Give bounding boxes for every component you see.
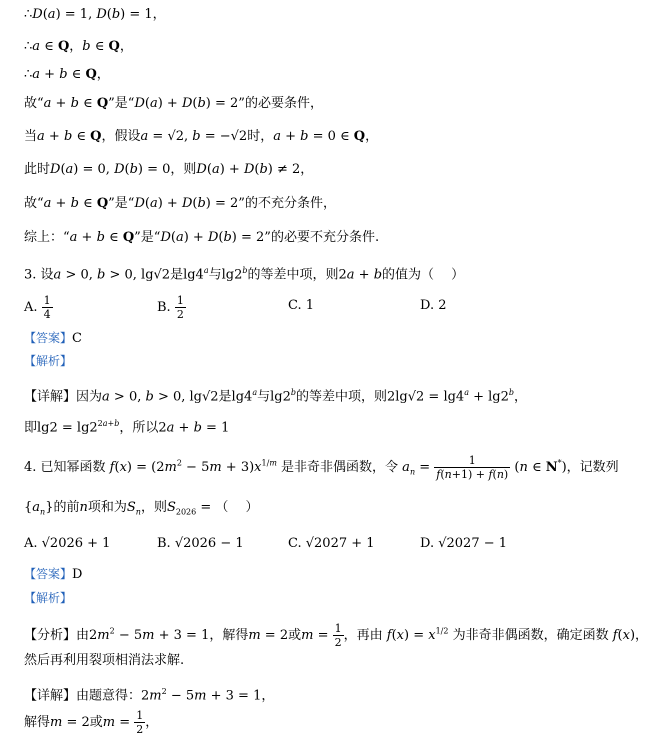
q4-stem-line-2: $\{a_n\}$的前n项和为$S_n$，则$S_{2026}$ = （ ） bbox=[24, 500, 259, 517]
q3-option-d: D. 2 bbox=[420, 298, 447, 313]
q3-analysis-tag: 【解析】 bbox=[24, 354, 73, 368]
q4-answer-tag: 【答案】 bbox=[24, 567, 73, 581]
q4-fenxi-half: $\frac{1}{2}$ bbox=[334, 622, 342, 649]
q3-stem: 3. 设a > 0, b > 0, lg√2是lg4$^a$与lg2$^b$的等差中项，则2a + b的值为（ ） bbox=[24, 266, 465, 283]
q4-detail-line: 【详解】由题意得：$2m^2 - 5m + 3 = 1$， bbox=[24, 687, 275, 704]
q3-answer-tag: 【答案】 bbox=[24, 331, 73, 345]
q4-detail-half: $\frac{1}{2}$ bbox=[136, 709, 144, 736]
q3-option-b bbox=[157, 294, 186, 321]
proof-line-5: 当a + b ∈ Q，假设a = √2, b = −√2时，a + b = 0 ∈ Q， bbox=[24, 129, 379, 144]
q3-option-a bbox=[24, 294, 53, 321]
proof-line-2: ∴a ∈ Q，b ∈ Q， bbox=[24, 39, 133, 54]
q3-detail-tag: 【详解】 bbox=[24, 389, 77, 405]
q3-answer-value: C bbox=[72, 331, 82, 346]
q3-option-a-den: 4 bbox=[43, 308, 51, 321]
q4-option-d: D. √2027 − 1 bbox=[420, 536, 508, 551]
q4-answer-value: D bbox=[72, 567, 83, 582]
q3-option-a-label: A. bbox=[24, 300, 38, 315]
q4-answer-line bbox=[24, 565, 82, 584]
q4-analysis-tag: 【解析】 bbox=[24, 591, 73, 605]
q4-fenxi-line: 【分析】由$2m^2 - 5m + 3 = 1$，解得m = 2或m = $\frac{1}{2}$ ，再由 $f(x) = x^{1/2}$ 为非奇非偶函数，确定函数 f(x)， bbox=[24, 622, 648, 649]
q3-answer-line bbox=[24, 329, 82, 348]
proof-line-8: 综上：“a + b ∈ Q”是“D(a) + D(b) = 2”的必要不充分条件. bbox=[24, 230, 380, 245]
q3-option-b-label: B. bbox=[157, 300, 171, 315]
q3-analysis-line bbox=[24, 352, 72, 371]
q4-detail-tag: 【详解】 bbox=[24, 688, 77, 704]
q3-option-a-num: 1 bbox=[43, 294, 51, 307]
q3-detail-line-2: 即$\lg 2 = \lg 2^{2a+b}$，所以2a + b = 1 bbox=[24, 419, 230, 436]
q4-detail-line-2: 解得m = 2或m = $\frac{1}{2}$ ， bbox=[24, 709, 159, 736]
q4-fenxi-line-2: 然后再利用裂项相消法求解. bbox=[24, 653, 185, 668]
q3-option-b-fraction bbox=[175, 294, 186, 321]
proof-line-6: 此时D(a) = 0, D(b) = 0，则D(a) + D(b) ≠ 2， bbox=[24, 162, 314, 177]
q4-option-a: A. √2026 + 1 bbox=[24, 536, 111, 551]
proof-line-4: 故“a + b ∈ Q”是“D(a) + D(b) = 2”的必要条件， bbox=[24, 96, 323, 111]
proof-line-1: ∴D(a) = 1, D(b) = 1， bbox=[24, 7, 166, 22]
q4-fenxi-tag: 【分析】 bbox=[24, 628, 77, 643]
q3-option-b-num: 1 bbox=[176, 294, 184, 307]
q3-option-b-den: 2 bbox=[176, 308, 184, 321]
proof-line-7: 故“a + b ∈ Q”是“D(a) + D(b) = 2”的不充分条件， bbox=[24, 196, 336, 211]
q4-option-b: B. √2026 − 1 bbox=[157, 536, 244, 551]
q3-option-a-fraction bbox=[42, 294, 53, 321]
proof-line-3: ∴a + b ∈ Q， bbox=[24, 67, 110, 82]
q4-analysis-line bbox=[24, 589, 72, 608]
q4-an-fraction: $\frac{1}{f(n+1) + f(n)}$ bbox=[436, 454, 509, 481]
q3-detail-line: 【详解】因为a > 0, b > 0, lg√2是lg4$^a$与lg2$^b$的等差中项，则$2\lg√2 = \lg 4^a + \lg 2^b$， bbox=[24, 388, 528, 405]
q4-option-c: C. √2027 + 1 bbox=[288, 536, 375, 551]
q3-option-c: C. 1 bbox=[288, 298, 315, 313]
q4-stem-line-1: 4. 已知幂函数 $f(x) = (2m^2 - 5m + 3)x^{1/m}$ 是非奇非偶函数，令 $a_n$ = $\frac{1}{f(n+1) + f(n)}$ (n ∈ N*)，记数列 bbox=[24, 454, 619, 481]
